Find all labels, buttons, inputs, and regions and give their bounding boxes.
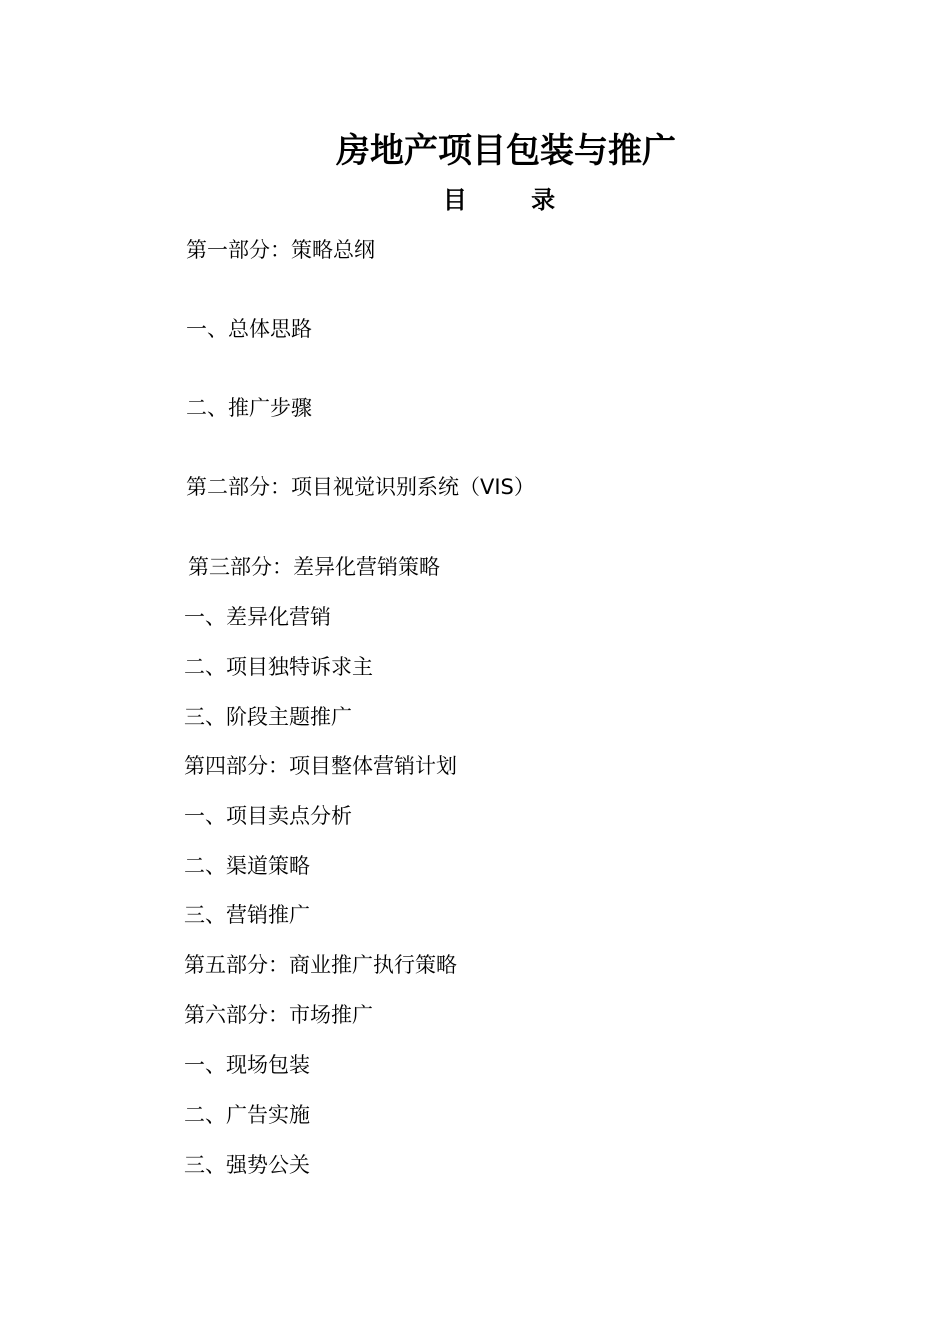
toc-section-3: 第三部分：差异化营销策略 bbox=[188, 555, 440, 579]
toc-item: 一、总体思路 bbox=[186, 317, 312, 341]
toc-section-2: 第二部分：项目视觉识别系统（VIS） bbox=[186, 475, 535, 499]
toc-section-1: 第一部分：策略总纲 bbox=[186, 238, 375, 262]
toc-section-6: 第六部分：市场推广 bbox=[184, 1003, 373, 1027]
document-title: 房地产项目包装与推广 bbox=[336, 131, 676, 171]
toc-section-4: 第四部分：项目整体营销计划 bbox=[184, 754, 457, 778]
toc-item: 一、差异化营销 bbox=[184, 605, 331, 629]
toc-heading: 目 录 bbox=[442, 186, 584, 214]
toc-item: 一、现场包装 bbox=[184, 1053, 310, 1077]
toc-item: 三、强势公关 bbox=[184, 1153, 310, 1177]
toc-item: 二、广告实施 bbox=[184, 1103, 310, 1127]
toc-item: 三、阶段主题推广 bbox=[184, 705, 352, 729]
toc-item: 二、项目独特诉求主 bbox=[184, 655, 373, 679]
toc-item: 二、渠道策略 bbox=[184, 854, 310, 878]
toc-section-5: 第五部分：商业推广执行策略 bbox=[184, 953, 457, 977]
toc-item: 三、营销推广 bbox=[184, 903, 310, 927]
toc-item: 二、推广步骤 bbox=[186, 396, 312, 420]
toc-item: 一、项目卖点分析 bbox=[184, 804, 352, 828]
